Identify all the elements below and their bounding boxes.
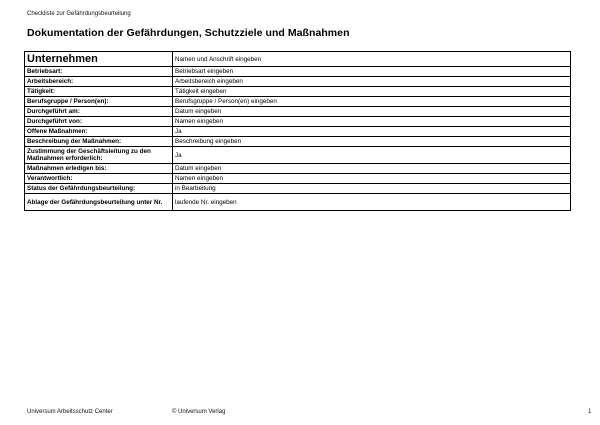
footer-publisher-center: Universum Arbeitsschutz Center xyxy=(27,409,113,415)
row-label: Ablage der Gefährdungsbeurteilung unter Nr. xyxy=(25,194,173,211)
table-row xyxy=(25,127,571,137)
company-value-field[interactable]: Namen und Anschrift eingeben xyxy=(173,52,571,67)
row-value-field[interactable]: Berufsgruppe / Person(en) eingeben xyxy=(173,97,571,107)
row-label: Arbeitsbereich: xyxy=(25,77,173,87)
row-label: Maßnahmen erledigen bis: xyxy=(25,164,173,174)
row-label: Status der Gefährdungsbeurteilung: xyxy=(25,184,173,194)
table-row xyxy=(25,87,571,97)
row-label: Durchgeführt am: xyxy=(25,107,173,117)
table-row xyxy=(25,117,571,127)
row-value-field[interactable]: laufende Nr. eingeben xyxy=(173,194,571,211)
footer-page-number: 1 xyxy=(588,409,592,415)
footer-copyright: © Universum Verlag xyxy=(172,409,226,415)
row-value-field[interactable]: Arbeitsbereich eingeben xyxy=(173,77,571,87)
row-value-field[interactable]: in Bearbeitung xyxy=(173,184,571,194)
row-label: Offene Maßnahmen: xyxy=(25,127,173,137)
row-value-field[interactable]: Namen eingeben xyxy=(173,174,571,184)
row-value-field[interactable]: Tätigkeit eingeben xyxy=(173,87,571,97)
row-label: Betriebsart: xyxy=(25,67,173,77)
row-value-field[interactable]: Namen eingeben xyxy=(173,117,571,127)
row-label: Tätigkeit: xyxy=(25,87,173,97)
table-row xyxy=(25,137,571,147)
row-label: Verantwortlich: xyxy=(25,174,173,184)
row-value-field[interactable]: Beschreibung eingeben xyxy=(173,137,571,147)
row-label: Berufsgruppe / Person(en): xyxy=(25,97,173,107)
row-value-field[interactable]: Datum eingeben xyxy=(173,107,571,117)
company-label: Unternehmen xyxy=(25,52,173,67)
page-title: Dokumentation der Gefährdungen, Schutzziele und Maßnahmen xyxy=(27,27,350,39)
row-value-field[interactable]: Betriebsart eingeben xyxy=(173,67,571,77)
checklist-table xyxy=(24,51,571,211)
table-row xyxy=(25,194,571,211)
table-row xyxy=(25,67,571,77)
row-value-field[interactable]: Ja xyxy=(173,127,571,137)
table-row xyxy=(25,147,571,164)
row-label: Durchgeführt von: xyxy=(25,117,173,127)
document-header-label: Checkliste zur Gefährdungsbeurteilung xyxy=(27,11,131,17)
table-row xyxy=(25,97,571,107)
table-row xyxy=(25,164,571,174)
row-label: Zustimmung der Geschäftsleitung zu den Maßnahmen erforderlich: xyxy=(25,147,173,164)
table-row xyxy=(25,174,571,184)
row-value-field[interactable]: Ja xyxy=(173,147,571,164)
row-value-field[interactable]: Datum eingeben xyxy=(173,164,571,174)
row-label: Beschreibung der Maßnahmen: xyxy=(25,137,173,147)
table-row xyxy=(25,77,571,87)
table-header-row xyxy=(25,52,571,67)
table-row xyxy=(25,107,571,117)
table-row xyxy=(25,184,571,194)
